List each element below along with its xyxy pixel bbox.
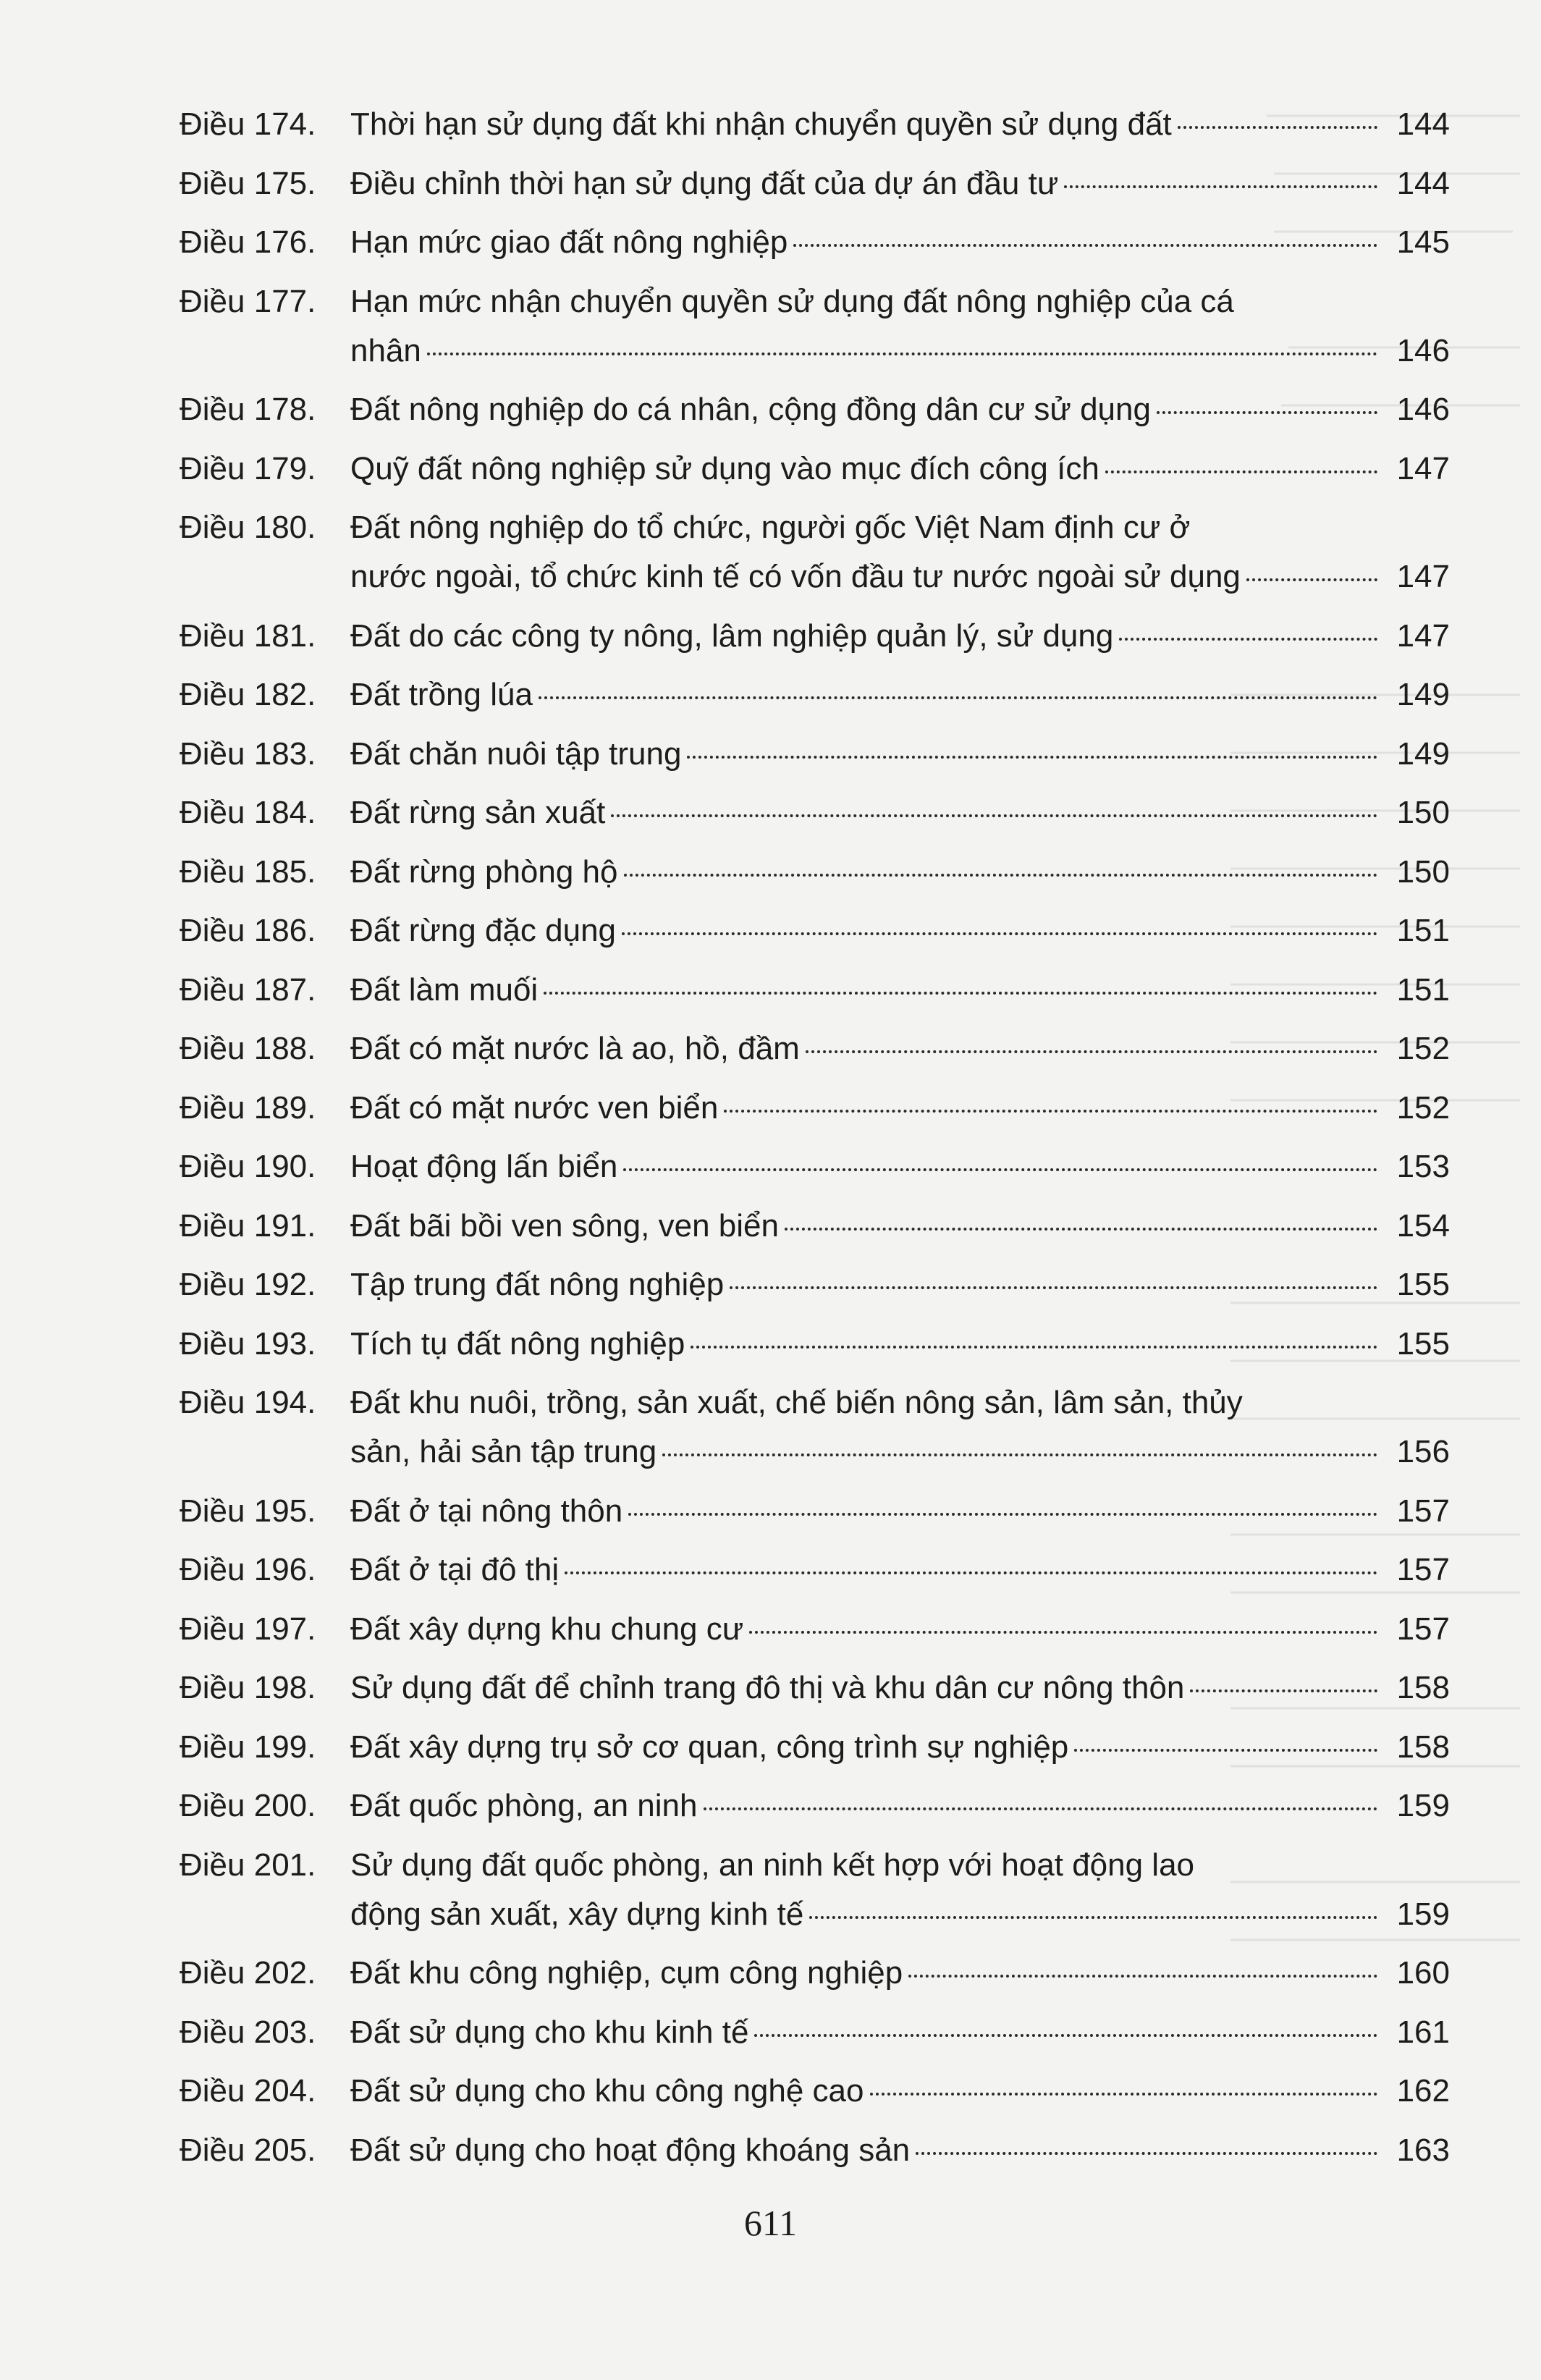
entry-body bbox=[350, 2126, 1450, 2175]
page-number: 152 bbox=[1396, 1089, 1450, 1126]
entry-last-line bbox=[350, 1723, 1450, 1772]
entry-last-line bbox=[350, 1142, 1450, 1191]
toc-entry-179 bbox=[180, 444, 1450, 494]
article-number: Điều 197. bbox=[180, 1611, 316, 1647]
article-title: Hoạt động lấn biển bbox=[350, 1149, 618, 1184]
article-title: Đất sử dụng cho hoạt động khoáng sản bbox=[350, 2132, 911, 2168]
entry-body bbox=[350, 2008, 1450, 2057]
entry-last-line bbox=[350, 1605, 1450, 1654]
dot-leader bbox=[539, 696, 1377, 699]
article-title: Điều chỉnh thời hạn sử dụng đất của dự án đầu tư bbox=[350, 165, 1059, 201]
page-number: 157 bbox=[1396, 1552, 1450, 1587]
article-title: Đất rừng đặc dụng bbox=[350, 913, 617, 948]
article-number: Điều 198. bbox=[180, 1670, 316, 1705]
article-number: Điều 205. bbox=[180, 2132, 316, 2168]
article-title: Đất bãi bồi ven sông, ven biển bbox=[350, 1207, 779, 1244]
page-number: 150 bbox=[1396, 795, 1450, 830]
entry-body bbox=[350, 730, 1450, 779]
toc-entry-182 bbox=[180, 670, 1450, 720]
article-title-line-2: động sản xuất, xây dựng kinh tế bbox=[350, 1896, 804, 1932]
page-number: 155 bbox=[1396, 1325, 1450, 1362]
entry-last-line bbox=[350, 1545, 1450, 1595]
article-title: Đất sử dụng cho khu công nghệ cao bbox=[350, 2073, 864, 2109]
page-number: 159 bbox=[1396, 1896, 1450, 1932]
entry-body bbox=[350, 1320, 1450, 1369]
article-title: Đất xây dựng khu chung cư bbox=[350, 1611, 744, 1647]
entry-last-line bbox=[350, 966, 1450, 1015]
toc-entry-185 bbox=[180, 848, 1450, 897]
article-title-line-2: sản, hải sản tập trung bbox=[350, 1434, 657, 1469]
article-number: Điều 203. bbox=[180, 2014, 316, 2050]
page-number: 163 bbox=[1396, 2132, 1450, 2168]
entry-body bbox=[350, 670, 1450, 720]
toc-entry-186 bbox=[180, 906, 1450, 955]
article-number: Điều 201. bbox=[180, 1847, 316, 1883]
dot-leader bbox=[1157, 411, 1377, 414]
page-number: 147 bbox=[1396, 450, 1450, 486]
entry-last-line bbox=[350, 788, 1450, 837]
dot-leader bbox=[662, 1453, 1377, 1456]
entry-last-line bbox=[350, 612, 1450, 661]
entry-body bbox=[350, 277, 1450, 376]
entry-last-line bbox=[350, 1260, 1450, 1309]
entry-last-line bbox=[350, 444, 1450, 494]
entry-body bbox=[350, 503, 1450, 602]
page-number: 147 bbox=[1396, 617, 1450, 654]
article-title: Đất trồng lúa bbox=[350, 677, 533, 712]
article-title-line-1: Đất nông nghiệp do tổ chức, người gốc Việt Nam định cư ở bbox=[350, 510, 1191, 545]
dot-leader bbox=[1074, 1749, 1377, 1752]
dot-leader bbox=[1178, 126, 1377, 129]
dot-leader bbox=[565, 1571, 1377, 1574]
dot-leader bbox=[628, 1513, 1377, 1516]
entry-body bbox=[350, 1142, 1450, 1191]
toc-entry-189 bbox=[180, 1084, 1450, 1133]
page-number: 147 bbox=[1396, 559, 1450, 594]
entry-body bbox=[350, 788, 1450, 837]
toc-entry-190 bbox=[180, 1142, 1450, 1191]
dot-leader bbox=[785, 1228, 1377, 1231]
article-number: Điều 177. bbox=[180, 283, 316, 319]
article-title-line-2: nước ngoài, tổ chức kinh tế có vốn đầu tư nước ngoài sử dụng bbox=[350, 559, 1241, 594]
dot-leader bbox=[749, 1631, 1377, 1634]
article-title: Đất khu công nghiệp, cụm công nghiệp bbox=[350, 1955, 903, 1991]
dot-leader bbox=[1105, 470, 1377, 473]
dot-leader bbox=[1190, 1689, 1377, 1692]
article-title: Đất sử dụng cho khu kinh tế bbox=[350, 2014, 749, 2050]
page-number: 154 bbox=[1396, 1207, 1450, 1244]
toc-entry-196 bbox=[180, 1545, 1450, 1595]
dot-leader bbox=[622, 932, 1377, 935]
article-title: Đất xây dựng trụ sở cơ quan, công trình sự nghiệp bbox=[350, 1729, 1069, 1765]
page-number: 152 bbox=[1396, 1031, 1450, 1066]
entry-body bbox=[350, 100, 1450, 149]
entry-last-line bbox=[350, 848, 1450, 897]
entry-body bbox=[350, 1949, 1450, 1998]
article-title: Đất rừng sản xuất bbox=[350, 795, 606, 830]
entry-last-line bbox=[350, 100, 1450, 149]
article-number: Điều 181. bbox=[180, 617, 316, 654]
article-number: Điều 174. bbox=[180, 106, 316, 142]
entry-body bbox=[350, 385, 1450, 434]
page-number: 155 bbox=[1396, 1267, 1450, 1302]
dot-leader bbox=[724, 1110, 1377, 1113]
page-number: 159 bbox=[1396, 1788, 1450, 1823]
article-title: Tập trung đất nông nghiệp bbox=[350, 1267, 725, 1302]
article-title: Thời hạn sử dụng đất khi nhận chuyển quyền sử dụng đất bbox=[350, 106, 1172, 142]
page-number: 161 bbox=[1396, 2014, 1450, 2050]
article-number: Điều 202. bbox=[180, 1955, 316, 1991]
entry-last-line bbox=[350, 552, 1450, 602]
article-number: Điều 189. bbox=[180, 1089, 316, 1126]
dot-leader bbox=[908, 1975, 1377, 1978]
entry-body bbox=[350, 159, 1450, 208]
page-number: 157 bbox=[1396, 1611, 1450, 1647]
entry-body bbox=[350, 906, 1450, 955]
toc-entry-180 bbox=[180, 503, 1450, 602]
article-title-line-2: nhân bbox=[350, 332, 421, 368]
article-number: Điều 180. bbox=[180, 510, 316, 545]
article-number: Điều 193. bbox=[180, 1325, 316, 1362]
entry-body bbox=[350, 1545, 1450, 1595]
entry-last-line bbox=[350, 218, 1450, 267]
article-title: Đất có mặt nước là ao, hồ, đầm bbox=[350, 1031, 800, 1066]
entry-last-line bbox=[350, 1890, 1450, 1939]
dot-leader bbox=[870, 2093, 1378, 2096]
entry-last-line bbox=[350, 2126, 1450, 2175]
entry-body bbox=[350, 1202, 1450, 1251]
page-number: 156 bbox=[1396, 1434, 1450, 1469]
page-number: 162 bbox=[1396, 2073, 1450, 2109]
article-number: Điều 194. bbox=[180, 1385, 316, 1420]
article-title: Đất ở tại nông thôn bbox=[350, 1493, 623, 1529]
page-number: 160 bbox=[1396, 1955, 1450, 1991]
article-title: Sử dụng đất để chỉnh trang đô thị và khu dân cư nông thôn bbox=[350, 1670, 1185, 1705]
article-number: Điều 176. bbox=[180, 224, 316, 260]
entry-last-line bbox=[350, 1949, 1450, 1998]
article-title: Hạn mức giao đất nông nghiệp bbox=[350, 224, 788, 260]
dot-leader bbox=[687, 756, 1377, 759]
article-number: Điều 178. bbox=[180, 392, 316, 427]
entry-last-line bbox=[350, 1781, 1450, 1831]
toc-entry-204 bbox=[180, 2067, 1450, 2116]
article-title: Đất quốc phòng, an ninh bbox=[350, 1788, 698, 1823]
dot-leader bbox=[754, 2034, 1377, 2037]
page-number: 145 bbox=[1396, 224, 1450, 260]
toc-entry-191 bbox=[180, 1202, 1450, 1251]
article-number: Điều 195. bbox=[180, 1493, 316, 1529]
article-title-line-1: Sử dụng đất quốc phòng, an ninh kết hợp với hoạt động lao bbox=[350, 1847, 1195, 1883]
toc-entry-177 bbox=[180, 277, 1450, 376]
entry-body bbox=[350, 218, 1450, 267]
table-of-contents bbox=[180, 100, 1450, 2185]
article-number: Điều 187. bbox=[180, 971, 316, 1008]
entry-last-line bbox=[350, 2008, 1450, 2057]
dot-leader bbox=[1246, 578, 1377, 581]
entry-body bbox=[350, 1723, 1450, 1772]
entry-body bbox=[350, 1260, 1450, 1309]
dot-leader bbox=[1064, 185, 1377, 188]
article-title: Tích tụ đất nông nghiệp bbox=[350, 1325, 685, 1362]
article-number: Điều 184. bbox=[180, 795, 316, 830]
toc-entry-201 bbox=[180, 1841, 1450, 1939]
toc-entry-202 bbox=[180, 1949, 1450, 1998]
dot-leader bbox=[623, 1168, 1377, 1171]
page-number: 144 bbox=[1396, 106, 1450, 142]
entry-last-line bbox=[350, 2067, 1450, 2116]
page-number: 149 bbox=[1396, 735, 1450, 772]
toc-entry-199 bbox=[180, 1723, 1450, 1772]
dot-leader bbox=[730, 1286, 1377, 1289]
toc-entry-184 bbox=[180, 788, 1450, 837]
article-number: Điều 204. bbox=[180, 2073, 316, 2109]
article-number: Điều 186. bbox=[180, 913, 316, 948]
dot-leader bbox=[1119, 638, 1377, 641]
page-number: 150 bbox=[1396, 853, 1450, 890]
article-number: Điều 182. bbox=[180, 677, 316, 712]
entry-last-line bbox=[350, 1427, 1450, 1477]
dot-leader bbox=[624, 874, 1378, 877]
dot-leader bbox=[806, 1050, 1377, 1053]
article-number: Điều 191. bbox=[180, 1207, 316, 1244]
article-number: Điều 190. bbox=[180, 1149, 316, 1184]
article-title: Đất do các công ty nông, lâm nghiệp quản lý, sử dụng bbox=[350, 617, 1114, 654]
article-title: Đất rừng phòng hộ bbox=[350, 853, 618, 890]
article-title: Quỹ đất nông nghiệp sử dụng vào mục đích công ích bbox=[350, 450, 1099, 486]
entry-body bbox=[350, 1605, 1450, 1654]
toc-entry-203 bbox=[180, 2008, 1450, 2057]
entry-last-line bbox=[350, 730, 1450, 779]
entry-body bbox=[350, 612, 1450, 661]
article-title-line-1: Hạn mức nhận chuyển quyền sử dụng đất nông nghiệp của cá bbox=[350, 283, 1234, 319]
entry-last-line bbox=[350, 1663, 1450, 1713]
dot-leader bbox=[427, 353, 1377, 355]
page-number: 151 bbox=[1396, 971, 1450, 1008]
entry-body bbox=[350, 444, 1450, 494]
toc-entry-194 bbox=[180, 1378, 1450, 1477]
article-number: Điều 185. bbox=[180, 853, 316, 890]
page-number: 158 bbox=[1396, 1670, 1450, 1705]
entry-last-line bbox=[350, 906, 1450, 955]
article-number: Điều 192. bbox=[180, 1267, 316, 1302]
dot-leader bbox=[809, 1916, 1377, 1919]
toc-entry-192 bbox=[180, 1260, 1450, 1309]
article-number: Điều 183. bbox=[180, 735, 316, 772]
page-number: 158 bbox=[1396, 1729, 1450, 1765]
entry-last-line bbox=[350, 326, 1450, 376]
entry-last-line bbox=[350, 1024, 1450, 1073]
article-title: Đất ở tại đô thị bbox=[350, 1552, 560, 1587]
entry-last-line bbox=[350, 670, 1450, 720]
article-title: Đất chăn nuôi tập trung bbox=[350, 735, 682, 772]
article-title: Đất nông nghiệp do cá nhân, cộng đồng dân cư sử dụng bbox=[350, 392, 1151, 427]
entry-body bbox=[350, 1024, 1450, 1073]
entry-last-line bbox=[350, 1487, 1450, 1536]
page-folio-number: 611 bbox=[743, 2203, 798, 2243]
toc-entry-176 bbox=[180, 218, 1450, 267]
toc-entry-183 bbox=[180, 730, 1450, 779]
toc-entry-205 bbox=[180, 2126, 1450, 2175]
article-number: Điều 179. bbox=[180, 450, 316, 486]
toc-entry-188 bbox=[180, 1024, 1450, 1073]
dot-leader bbox=[916, 2152, 1377, 2155]
toc-entry-181 bbox=[180, 612, 1450, 661]
toc-entry-198 bbox=[180, 1663, 1450, 1713]
entry-body bbox=[350, 848, 1450, 897]
page-number: 153 bbox=[1396, 1149, 1450, 1184]
dot-leader bbox=[793, 244, 1377, 247]
dot-leader bbox=[704, 1807, 1378, 1810]
entry-body bbox=[350, 2067, 1450, 2116]
article-title: Đất làm muối bbox=[350, 971, 539, 1008]
toc-entry-193 bbox=[180, 1320, 1450, 1369]
toc-entry-197 bbox=[180, 1605, 1450, 1654]
toc-entry-200 bbox=[180, 1781, 1450, 1831]
article-number: Điều 175. bbox=[180, 165, 316, 201]
entry-last-line bbox=[350, 1084, 1450, 1133]
article-title: Đất có mặt nước ven biển bbox=[350, 1089, 719, 1126]
page-number: 144 bbox=[1396, 165, 1450, 201]
entry-last-line bbox=[350, 385, 1450, 434]
entry-body bbox=[350, 966, 1450, 1015]
entry-last-line bbox=[350, 159, 1450, 208]
article-number: Điều 199. bbox=[180, 1729, 316, 1765]
toc-entry-175 bbox=[180, 159, 1450, 208]
entry-body bbox=[350, 1084, 1450, 1133]
toc-entry-195 bbox=[180, 1487, 1450, 1536]
entry-last-line bbox=[350, 1320, 1450, 1369]
dot-leader bbox=[611, 814, 1377, 817]
page-number: 146 bbox=[1396, 392, 1450, 427]
entry-body bbox=[350, 1487, 1450, 1536]
article-title-line-1: Đất khu nuôi, trồng, sản xuất, chế biến nông sản, lâm sản, thủy bbox=[350, 1385, 1243, 1420]
toc-entry-187 bbox=[180, 966, 1450, 1015]
dot-leader bbox=[544, 992, 1377, 995]
entry-body bbox=[350, 1663, 1450, 1713]
entry-body bbox=[350, 1781, 1450, 1831]
article-number: Điều 196. bbox=[180, 1552, 316, 1587]
page-number: 149 bbox=[1396, 677, 1450, 712]
entry-last-line bbox=[350, 1202, 1450, 1251]
toc-entry-178 bbox=[180, 385, 1450, 434]
dot-leader bbox=[691, 1346, 1377, 1349]
article-number: Điều 200. bbox=[180, 1788, 316, 1823]
entry-body bbox=[350, 1841, 1450, 1939]
page-number: 157 bbox=[1396, 1493, 1450, 1529]
article-number: Điều 188. bbox=[180, 1031, 316, 1066]
toc-entry-174 bbox=[180, 100, 1450, 149]
page-number: 151 bbox=[1396, 913, 1450, 948]
page-number: 146 bbox=[1396, 332, 1450, 368]
entry-body bbox=[350, 1378, 1450, 1477]
